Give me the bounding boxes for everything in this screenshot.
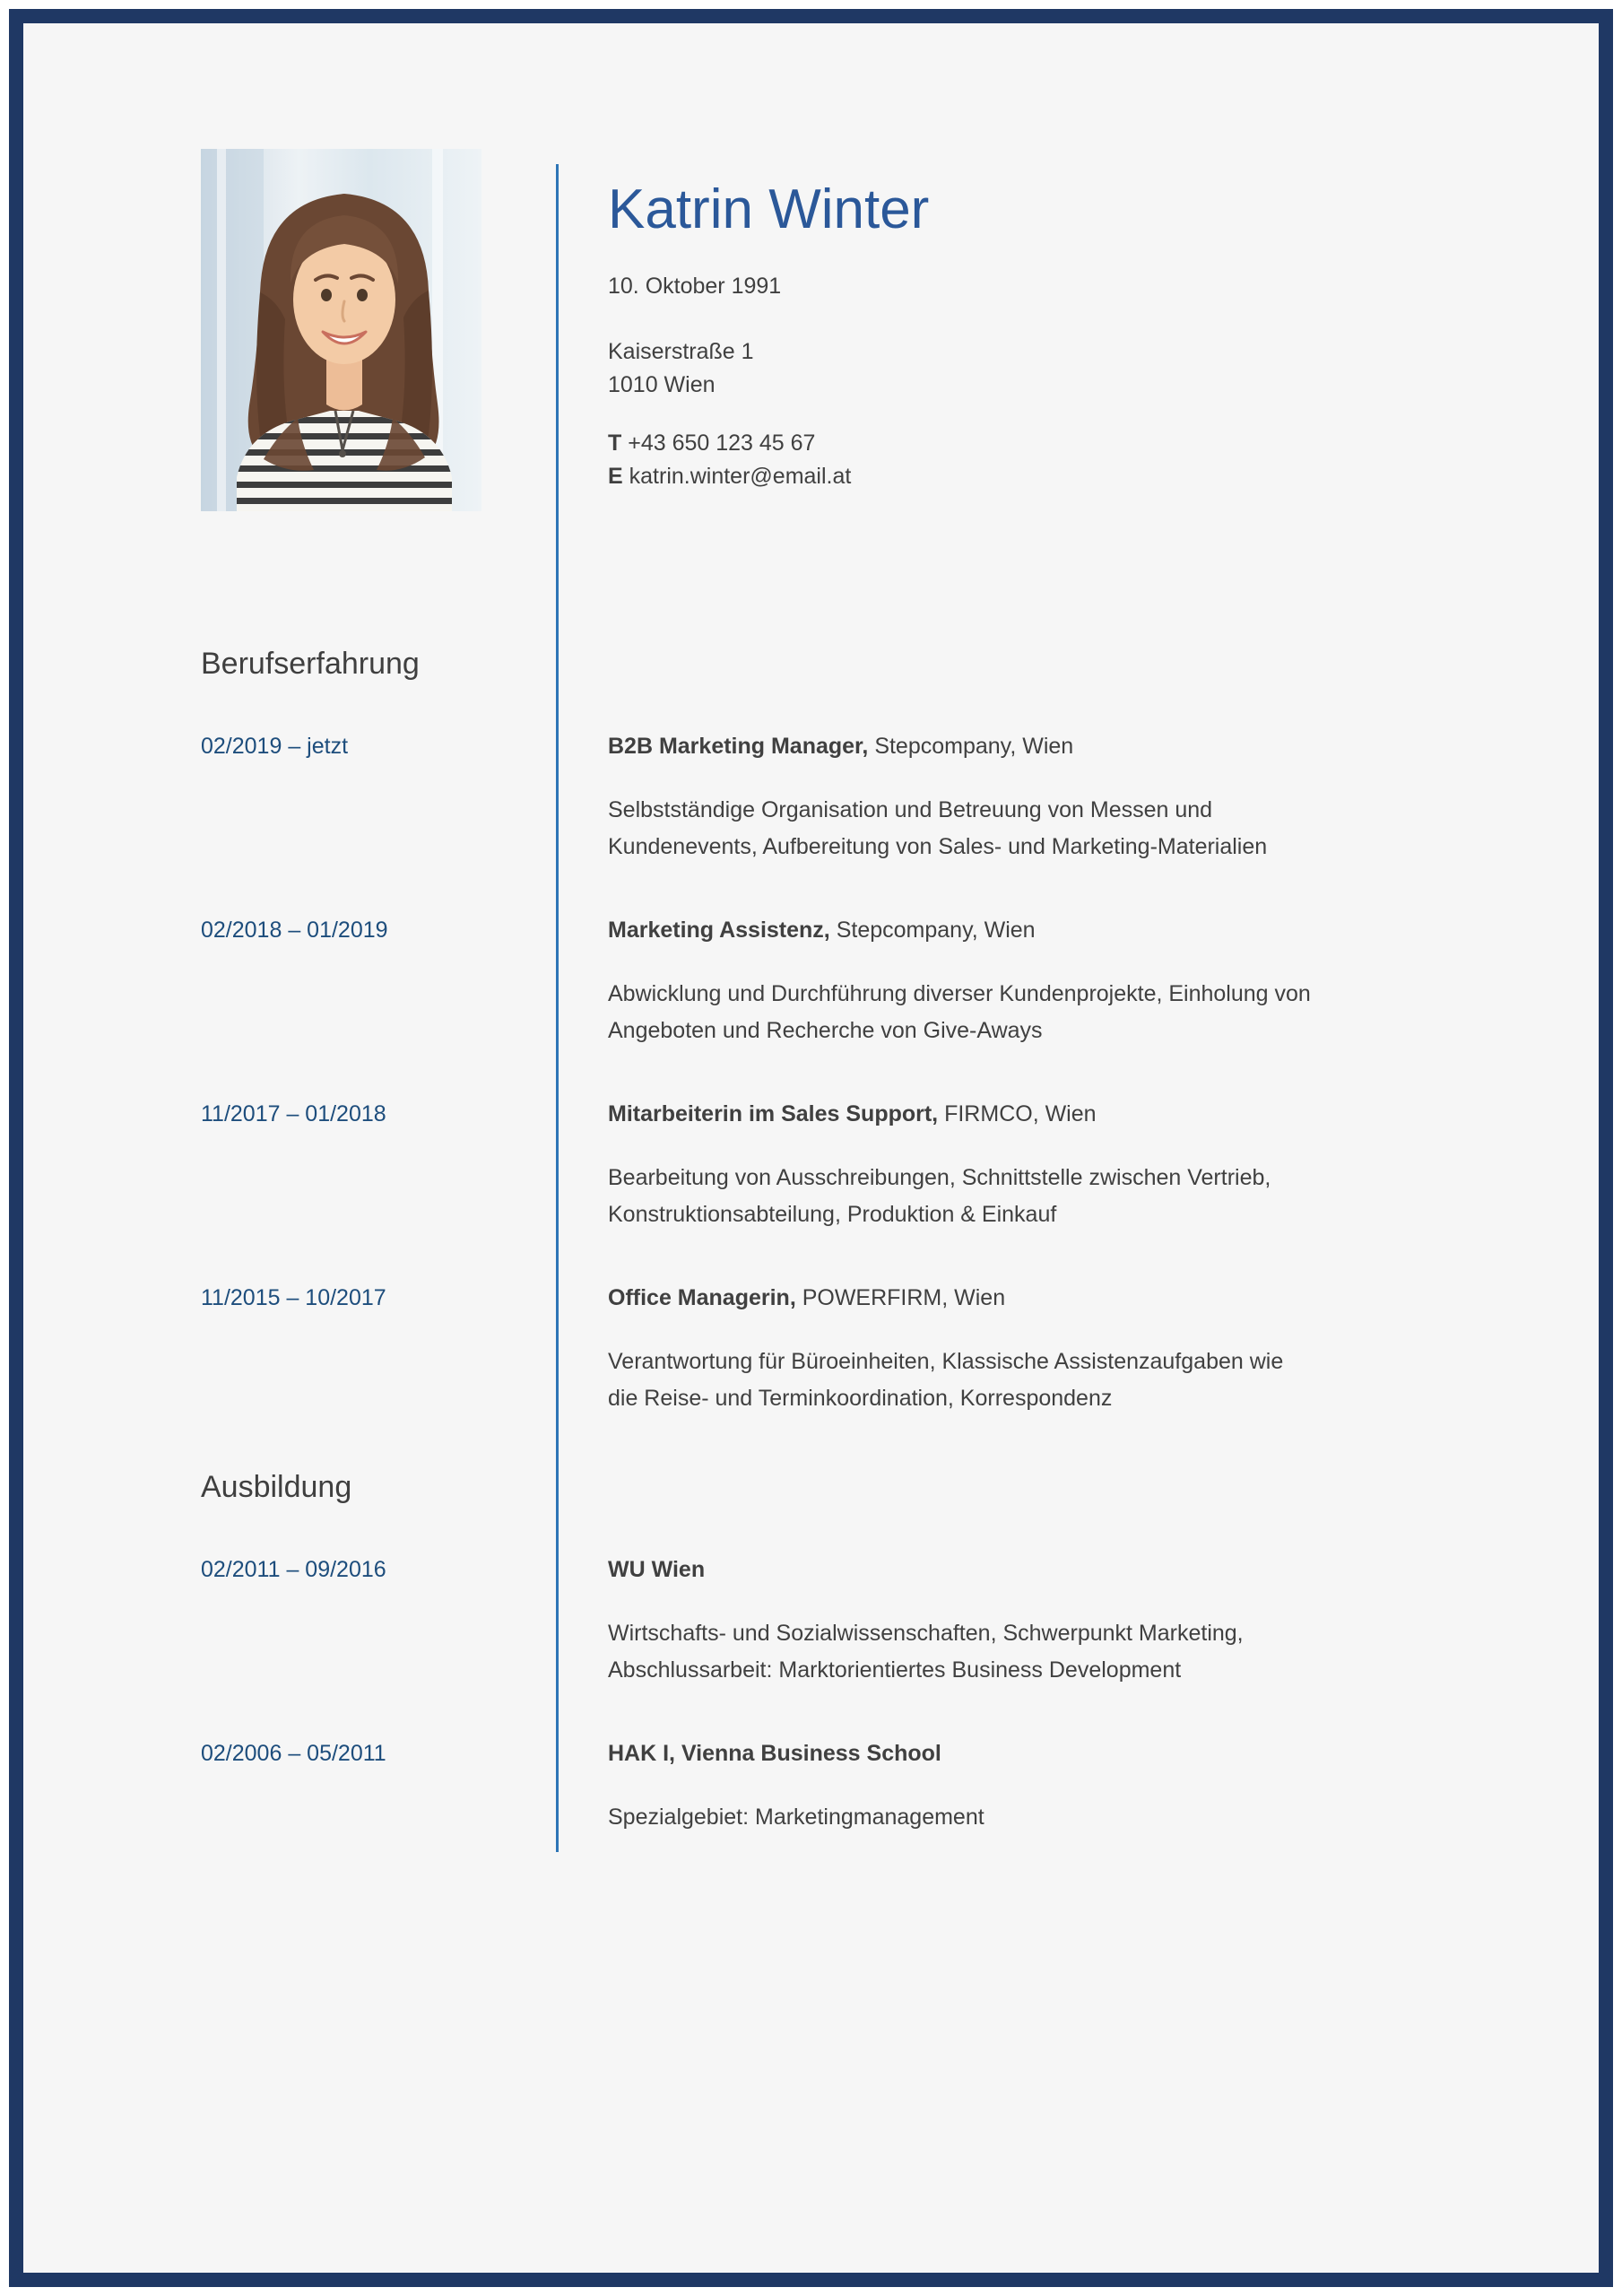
entry-description: Verantwortung für Büroeinheiten, Klassische Assistenzaufgaben wie die Reise- und Terminkoordination, Korrespondenz xyxy=(608,1348,1284,1411)
section-heading-row xyxy=(201,1469,1519,1506)
entry-role: WU Wien xyxy=(608,1556,706,1582)
cv-content xyxy=(201,149,1519,1836)
section-title-berufserfahrung: Berufserfahrung xyxy=(201,647,420,681)
entry-organization: POWERFIRM, Wien xyxy=(802,1284,1006,1310)
phone-label: T xyxy=(608,430,622,457)
entry-role: Marketing Assistenz, xyxy=(608,917,830,943)
entry-period: 02/2011 – 09/2016 xyxy=(201,1556,386,1582)
experience-entry xyxy=(201,1280,1519,1417)
entry-period: 02/2006 – 05/2011 xyxy=(201,1740,386,1766)
entry-title xyxy=(608,1280,1519,1317)
entry-organization: Stepcompany, Wien xyxy=(874,733,1074,759)
experience-entry xyxy=(201,912,1519,1049)
address-line-1: Kaiserstraße 1 xyxy=(608,339,754,365)
entry-description: Selbstständige Organisation und Betreuung von Messen und Kundenevents, Aufbereitung von Sales- und Marketing-Materialien xyxy=(608,796,1268,859)
email-address: katrin.winter@email.at xyxy=(629,464,852,490)
email-row xyxy=(608,464,851,489)
contact-block xyxy=(608,427,1519,493)
entry-period: 02/2018 – 01/2019 xyxy=(201,917,388,943)
entry-role: Office Managerin, xyxy=(608,1284,796,1310)
entry-title xyxy=(608,1096,1519,1133)
section-heading-row xyxy=(201,646,1519,683)
email-label: E xyxy=(608,464,623,490)
entry-title xyxy=(608,912,1519,949)
entry-description: Bearbeitung von Ausschreibungen, Schnittstelle zwischen Vertrieb, Konstruktionsabteilung, Produktion & Einkauf xyxy=(608,1164,1271,1227)
entry-role: Mitarbeiterin im Sales Support, xyxy=(608,1100,939,1126)
address-line-2: 1010 Wien xyxy=(608,372,716,398)
phone-number: +43 650 123 45 67 xyxy=(628,430,816,457)
name-title: Katrin Winter xyxy=(608,178,930,240)
entry-period: 11/2017 – 01/2018 xyxy=(201,1100,386,1126)
cv-page xyxy=(9,9,1613,2287)
education-entry xyxy=(201,1735,1519,1836)
entry-period: 02/2019 – jetzt xyxy=(201,733,349,759)
entry-description: Abwicklung und Durchführung diverser Kundenprojekte, Einholung von Angeboten und Recherche von Give-Aways xyxy=(608,980,1311,1043)
entry-period: 11/2015 – 10/2017 xyxy=(201,1284,386,1310)
entry-organization: Stepcompany, Wien xyxy=(836,917,1036,943)
entry-description: Wirtschafts- und Sozialwissenschaften, Schwerpunkt Marketing, Abschlussarbeit: Marktorientiertes Business Development xyxy=(608,1620,1244,1683)
section-title-ausbildung: Ausbildung xyxy=(201,1469,352,1504)
education-entry xyxy=(201,1552,1519,1689)
entry-title xyxy=(608,728,1519,765)
entry-role: HAK I, Vienna Business School xyxy=(608,1740,941,1766)
entry-title xyxy=(608,1735,1519,1772)
portrait-illustration xyxy=(201,149,481,511)
entry-organization: FIRMCO, Wien xyxy=(944,1100,1097,1126)
phone-row xyxy=(608,430,815,456)
address xyxy=(608,335,1519,402)
entry-title xyxy=(608,1552,1519,1588)
entry-description: Spezialgebiet: Marketingmanagement xyxy=(608,1804,984,1830)
birth-date: 10. Oktober 1991 xyxy=(608,274,782,300)
header-row xyxy=(201,149,1519,511)
portrait-photo xyxy=(201,149,481,511)
experience-entry xyxy=(201,728,1519,865)
experience-entry xyxy=(201,1096,1519,1233)
entry-role: B2B Marketing Manager, xyxy=(608,733,869,759)
